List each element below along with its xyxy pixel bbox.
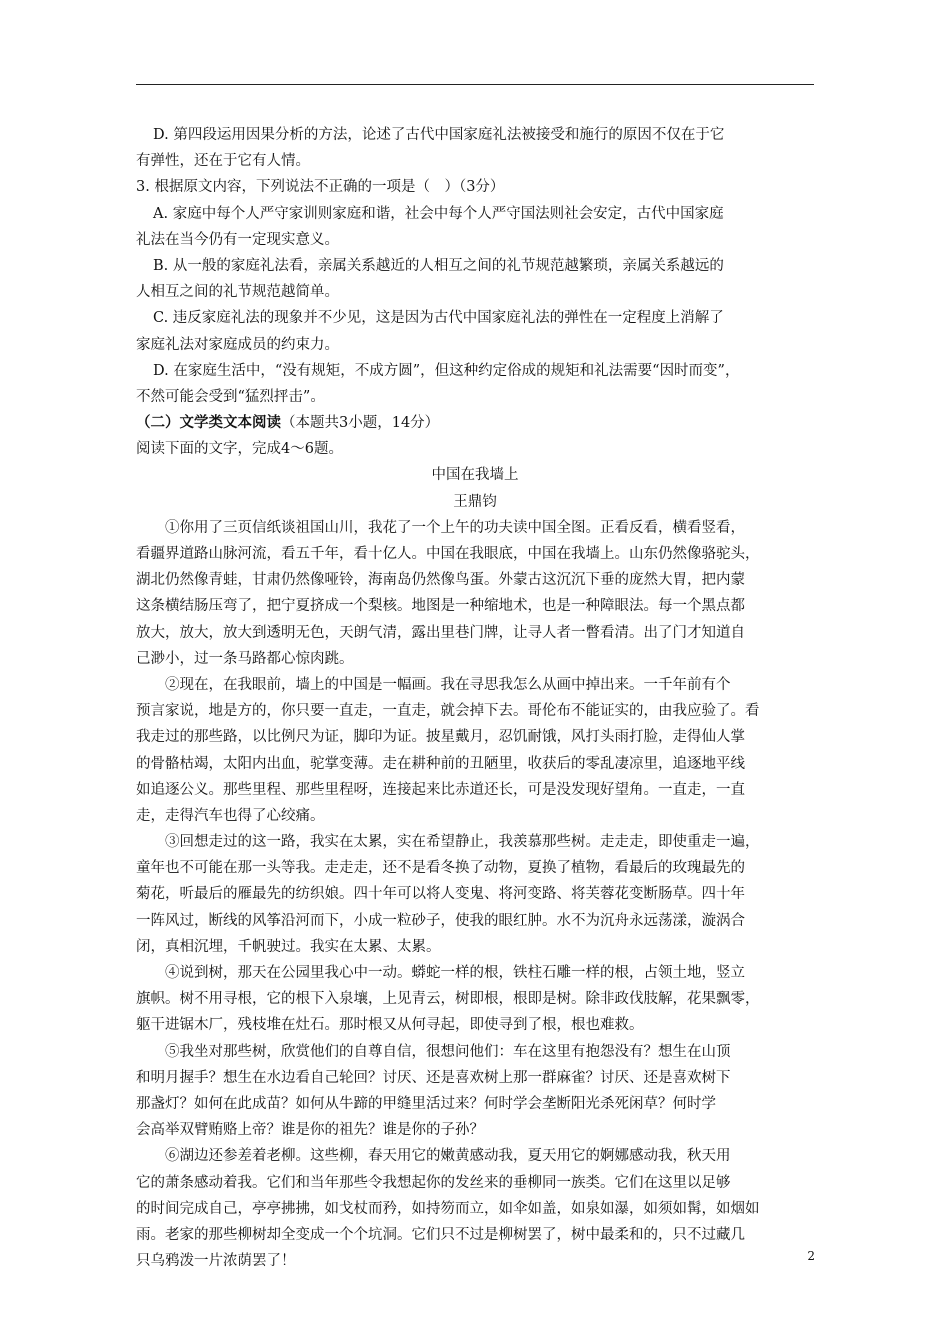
text-line: 闭，真相沉埋，千帆驶过。我实在太累、太累。 [136,938,441,955]
text-line: 王鼎钧 [453,493,497,510]
text-line: 只乌鸦泼一片浓荫罢了！ [136,1253,296,1270]
text-line: ⑥湖边还参差着老柳。这些柳，春天用它的嫩黄感动我，夏天用它的婀娜感动我，秋天用 [165,1148,731,1165]
text-line: ②现在，在我眼前，墙上的中国是一幅画。我在寻思我怎么从画中掉出来。一千年前有个 [165,676,731,693]
text-line: 如追逐公义。那些里程、那些里程呀，连接起来比赤道还长，可是没发现好望角。一直走，一直 [136,781,745,798]
page-number: 2 [807,1249,815,1263]
text-line: D. 第四段运用因果分析的方法，论述了古代中国家庭礼法被接受和施行的原因不仅在于它 [153,127,725,143]
text-line: 阅读下面的文字，完成4～6题。 [136,441,343,458]
text-line: 和明月握手？想生在水边看自己轮回？讨厌、还是喜欢树上那一群麻雀？讨厌、还是喜欢树下 [136,1069,731,1086]
text-line: 放大，放大，放大到透明无色，天朗气清，露出里巷门牌，让寻人者一瞥看清。出了门才知道自 [136,624,745,641]
header-rule [136,84,814,85]
text-line: B. 从一般的家庭礼法看，亲属关系越近的人相互之间的礼节规范越繁琐，亲属关系越远的 [153,257,724,274]
text-line: ①你用了三页信纸谈祖国山川，我花了一个上午的功夫读中国全图。正看反看，横看竖看， [165,519,745,536]
section-note: （本题共3小题，14分） [281,415,440,432]
text-line [136,410,814,436]
section-heading: （二）文学类文本阅读 [136,414,281,432]
text-line: 中国在我墙上 [431,467,519,484]
text-line: 这条横结肠压弯了，把宁夏挤成一个梨核。地图是一种缩地术，也是一种障眼法。每一个黑点都 [136,598,745,615]
text-line: 一阵风过，断线的风筝沿河而下，小成一粒砂子，使我的眼红肿。水不为沉舟永远荡漾，漩涡合 [136,912,745,929]
text-line: 雨。老家的那些柳树却全变成一个个坑洞。它们只不过是柳树罢了，树中最柔和的，只不过藏几 [136,1226,745,1243]
text-line: 不然可能会受到“猛烈抨击”。 [136,388,325,405]
text-line: 人相互之间的礼节规范越简单。 [136,284,339,301]
text-line: 看疆界道路山脉河流，看五千年，看十亿人。中国在我眼底，中国在我墙上。山东仍然像骆驼头， [136,546,760,562]
text-line: 己渺小，过一条马路都心惊肉跳。 [136,650,354,667]
text-line: 的时间完成自己，亭亭拂拂，如戈杖而矜，如持笏而立，如伞如盖，如泉如瀑，如须如髯，如烟如 [136,1200,760,1217]
text-line: 童年也不可能在那一头等我。走走走，还不是看冬换了动物，夏换了植物，看最后的玫瑰最先的 [136,860,745,877]
text-line: ④说到树，那天在公园里我心中一动。蟒蛇一样的根，铁柱石雕一样的根，占领土地，竖立 [165,965,745,981]
text-line: 有弹性，还在于它有人情。 [136,153,310,170]
text-line: 我走过的那些路，以比例尺为证，脚印为证。披星戴月，忍饥耐饿，风打头雨打脸，走得仙人掌 [136,729,745,746]
text-line: 的骨骼枯竭，太阳内出血，驼掌变薄。走在耕种前的丑陋里，收获后的零乱凄凉里，追逐地平线 [136,755,745,772]
text-line: 预言家说，地是方的，你只要一直走，一直走，就会掉下去。哥伦布不能证实的，由我应验了。看 [136,703,760,720]
text-line: 菊花，听最后的雁最先的纺织娘。四十年可以将人变鬼、将河变路、将芙蓉花变断肠草。四十年 [136,886,745,903]
text-line: C. 违反家庭礼法的现象并不少见，这是因为古代中国家庭礼法的弹性在一定程度上消解了 [153,310,724,327]
text-line: 湖北仍然像青蛙，甘肃仍然像哑铃，海南岛仍然像鸟蛋。外蒙古这沉沉下垂的庞然大胃，把内蒙 [136,572,745,589]
text-line: 躯干进锯木厂，残枝堆在灶石。那时根又从何寻起，即使寻到了根，根也难救。 [136,1017,644,1034]
text-line: 它的萧条感动着我。它们和当年那些令我想起你的发丝来的垂柳同一族类。它们在这里以足够 [136,1174,731,1191]
text-line: ③回想走过的这一路，我实在太累，实在希望静止，我羡慕那些树。走走走，即使重走一遍， [165,834,760,851]
text-line: 家庭礼法对家庭成员的约束力。 [136,336,339,353]
text-line: 3. 根据原文内容，下列说法不正确的一项是（ ）（3分） [136,179,505,196]
text-line: D. 在家庭生活中，“没有规矩，不成方圆”，但这种约定俗成的规矩和礼法需要“因时而变”， [153,362,740,379]
text-line: 礼法在当今仍有一定现实意义。 [136,231,339,248]
text-line: 旗帜。树不用寻根，它的根下入泉壤，上见青云，树即根，根即是树。除非政伐肢解，花果飘零， [136,991,760,1008]
text-line: 走，走得汽车也得了心绞痛。 [136,807,325,824]
text-line: ⑤我坐对那些树，欣赏他们的自尊自信，很想问他们：车在这里有抱怨没有？想生在山顶 [165,1043,731,1060]
text-line: A. 家庭中每个人严守家训则家庭和谐，社会中每个人严守国法则社会安定，古代中国家庭 [153,205,724,222]
text-line: 那盏灯？如何在此成苗？如何从牛蹄的甲缝里活过来？何时学会垄断阳光杀死闲草？何时学 [136,1095,716,1112]
text-line: 会高举双臂贿赂上帝？谁是你的祖先？谁是你的子孙？ [136,1122,484,1139]
document-body [136,122,814,1274]
